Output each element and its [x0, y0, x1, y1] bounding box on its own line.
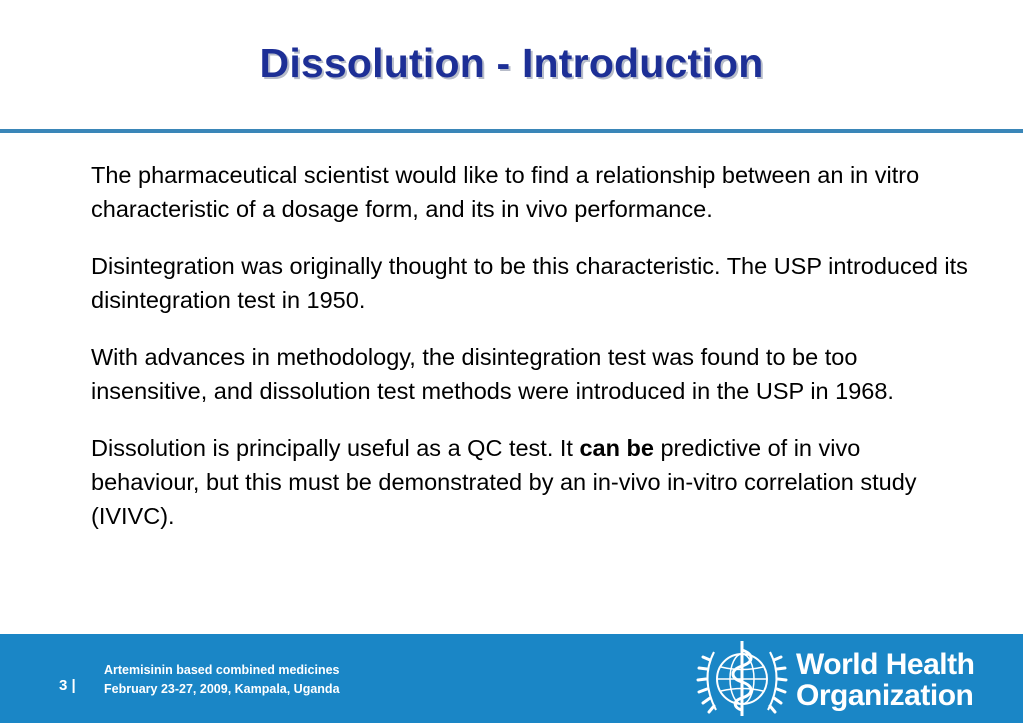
paragraph-4-after: predictive of in vivo behaviour, but this must be demonstrated by an in-vivo in-vitro correlation study (IVIVC). [91, 435, 917, 529]
paragraph-4-before: Dissolution is principally useful as a QC test. It [91, 435, 580, 461]
page-number: 3 | [59, 677, 76, 694]
who-logo [690, 634, 990, 723]
footer-bar [0, 634, 1023, 723]
who-name-line-1: World Health [796, 648, 975, 681]
who-name-line-2: Organization [796, 679, 974, 712]
footer-line-1: Artemisinin based combined medicines [104, 663, 340, 677]
who-emblem-icon [694, 638, 790, 720]
footer-line-2: February 23-27, 2009, Kampala, Uganda [104, 682, 340, 696]
paragraph-1: The pharmaceutical scientist would like to find a relationship between an in vitro characteristic of a dosage form, and its in vivo performance. [91, 162, 920, 222]
who-wordmark [796, 649, 974, 711]
slide-body [91, 158, 971, 556]
paragraph-2: Disintegration was originally thought to be this characteristic. The USP introduced its disintegration test in 1950. [91, 253, 968, 313]
title-divider [0, 129, 1023, 133]
footer-caption [104, 661, 340, 699]
paragraph-4-emphasis: can be [579, 435, 654, 461]
paragraph-4 [91, 431, 971, 533]
paragraph-3: With advances in methodology, the disintegration test was found to be too insensitive, and dissolution test methods were introduced in the USP in 1968. [91, 344, 894, 404]
slide-title: Dissolution - Introduction [259, 40, 764, 86]
